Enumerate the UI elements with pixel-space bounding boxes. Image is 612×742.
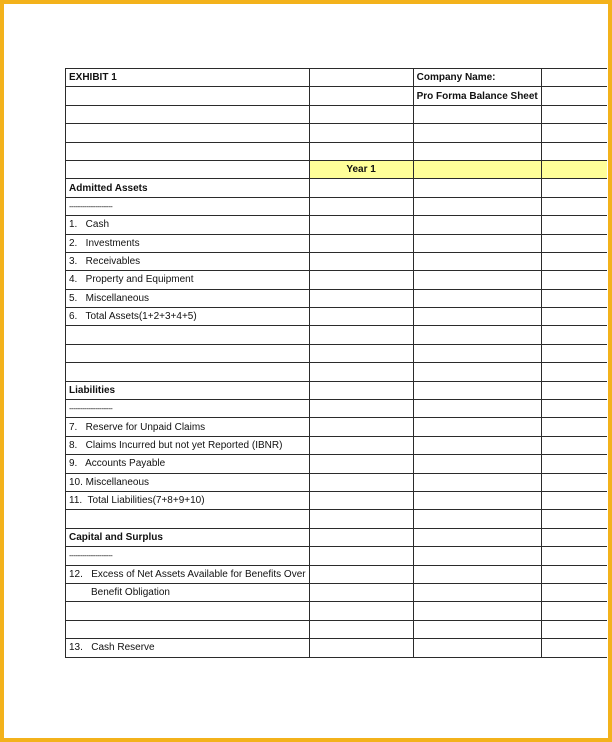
cell[interactable] [309,142,413,160]
table-row [66,602,608,620]
cell[interactable] [66,620,310,638]
cell[interactable] [541,363,607,381]
cell[interactable] [66,142,310,160]
cell[interactable] [541,216,607,234]
table-row [66,381,608,399]
cell[interactable] [541,234,607,252]
cell[interactable] [309,528,413,546]
row-label-benefit-obligation[interactable]: Benefit Obligation [66,583,310,601]
cell[interactable] [541,510,607,528]
cell[interactable] [413,436,541,454]
cell[interactable] [413,234,541,252]
cell[interactable] [413,547,541,565]
table-row [66,252,608,270]
table-row [66,400,608,418]
company-name-label[interactable]: Company Name: [413,69,541,87]
row-label-receivables[interactable]: 3. Receivables [66,252,310,270]
cell[interactable] [541,491,607,509]
cell[interactable] [309,418,413,436]
cell[interactable] [309,400,413,418]
row-label-total-liabilities[interactable]: 11. Total Liabilities(7+8+9+10) [66,491,310,509]
cell[interactable] [309,381,413,399]
cell[interactable] [66,160,310,178]
table-row [66,510,608,528]
table-row [66,344,608,362]
cell[interactable] [413,639,541,657]
separator-cell[interactable]: -------------------- [66,400,310,418]
cell[interactable] [541,528,607,546]
cell[interactable] [309,547,413,565]
cell[interactable] [309,308,413,326]
cell[interactable] [541,473,607,491]
table-row [66,583,608,601]
table-row [66,69,608,87]
cell[interactable] [413,400,541,418]
row-label-cash[interactable]: 1. Cash [66,216,310,234]
table-row [66,528,608,546]
cell[interactable] [413,528,541,546]
table-row [66,620,608,638]
year-3-header[interactable] [541,160,607,178]
table-row [66,455,608,473]
table-row [66,308,608,326]
table-row [66,418,608,436]
cell[interactable] [309,620,413,638]
year-2-header[interactable] [413,160,541,178]
table-row [66,124,608,142]
row-label-investments[interactable]: 2. Investments [66,234,310,252]
row-label-property[interactable]: 4. Property and Equipment [66,271,310,289]
cell[interactable] [309,510,413,528]
cell[interactable] [66,602,310,620]
cell[interactable] [309,363,413,381]
cell[interactable] [541,326,607,344]
table-row [66,160,608,178]
cell[interactable] [309,197,413,215]
cell[interactable] [541,418,607,436]
cell[interactable] [541,400,607,418]
row-label-total-assets[interactable]: 6. Total Assets(1+2+3+4+5) [66,308,310,326]
cell[interactable] [309,639,413,657]
cell[interactable] [413,271,541,289]
cell[interactable] [413,602,541,620]
year-1-header[interactable]: Year 1 [309,160,413,178]
cell[interactable] [413,105,541,123]
cell[interactable] [413,252,541,270]
cell[interactable] [309,491,413,509]
cell[interactable] [541,381,607,399]
cell[interactable] [541,179,607,197]
row-label-misc-assets[interactable]: 5. Miscellaneous [66,289,310,307]
cell[interactable] [541,289,607,307]
row-label-unpaid-claims[interactable]: 7. Reserve for Unpaid Claims [66,418,310,436]
cell[interactable] [413,197,541,215]
cell[interactable] [309,124,413,142]
table-row [66,491,608,509]
cell[interactable] [413,620,541,638]
cell[interactable] [309,473,413,491]
cell[interactable] [541,87,607,105]
cell[interactable] [541,620,607,638]
table-row [66,87,608,105]
cell[interactable] [413,326,541,344]
cell[interactable] [309,602,413,620]
liabilities-heading[interactable]: Liabilities [66,381,310,399]
table-row [66,234,608,252]
cell[interactable] [309,583,413,601]
admitted-assets-heading[interactable]: Admitted Assets [66,179,310,197]
cell[interactable] [541,344,607,362]
cell[interactable] [541,565,607,583]
table-row [66,547,608,565]
company-name-value[interactable] [541,69,607,87]
cell[interactable] [309,344,413,362]
cell[interactable] [309,455,413,473]
cell[interactable] [309,326,413,344]
cell[interactable] [309,271,413,289]
table-row [66,473,608,491]
separator-cell[interactable]: -------------------- [66,197,310,215]
cell[interactable] [309,179,413,197]
cell[interactable] [413,455,541,473]
capital-surplus-heading[interactable]: Capital and Surplus [66,528,310,546]
cell[interactable] [309,105,413,123]
cell[interactable] [66,326,310,344]
cell[interactable] [66,105,310,123]
cell[interactable] [66,124,310,142]
cell[interactable] [309,216,413,234]
table-row [66,363,608,381]
table-row [66,565,608,583]
cell[interactable] [309,69,413,87]
row-label-misc-liabilities[interactable]: 10. Miscellaneous [66,473,310,491]
table-row [66,639,608,657]
cell[interactable] [413,308,541,326]
table-row [66,326,608,344]
cell[interactable] [413,510,541,528]
cell[interactable] [413,179,541,197]
cell[interactable] [541,583,607,601]
table-row [66,289,608,307]
cell[interactable] [413,363,541,381]
cell[interactable] [309,436,413,454]
cell[interactable] [309,289,413,307]
cell[interactable] [413,473,541,491]
cell[interactable] [413,418,541,436]
row-label-cash-reserve[interactable]: 13. Cash Reserve [66,639,310,657]
exhibit-cell[interactable]: EXHIBIT 1 [66,69,310,87]
cell[interactable] [413,583,541,601]
cell[interactable] [413,124,541,142]
table-row [66,197,608,215]
cell[interactable] [541,197,607,215]
cell[interactable] [309,234,413,252]
cell[interactable] [541,308,607,326]
cell[interactable] [66,363,310,381]
cell[interactable] [541,271,607,289]
cell[interactable] [541,252,607,270]
cell[interactable] [413,381,541,399]
row-label-excess-net-assets[interactable]: 12. Excess of Net Assets Available for Benefits Over [66,565,310,583]
cell[interactable] [541,124,607,142]
cell[interactable] [66,344,310,362]
cell[interactable] [309,565,413,583]
table-row [66,105,608,123]
cell[interactable] [413,491,541,509]
cell[interactable] [66,510,310,528]
cell[interactable] [541,142,607,160]
separator-cell[interactable]: -------------------- [66,547,310,565]
row-label-ibnr[interactable]: 8. Claims Incurred but not yet Reported (IBNR) [66,436,310,454]
cell[interactable] [541,602,607,620]
cell[interactable] [541,436,607,454]
table-row [66,179,608,197]
cell[interactable] [309,252,413,270]
cell[interactable] [413,216,541,234]
cell[interactable] [541,639,607,657]
table-row [66,216,608,234]
cell[interactable] [309,87,413,105]
table-row [66,271,608,289]
balance-sheet-table [65,68,607,658]
table-row [66,436,608,454]
cell[interactable] [413,289,541,307]
table-row [66,142,608,160]
cell[interactable] [541,547,607,565]
cell[interactable] [413,344,541,362]
cell[interactable] [413,142,541,160]
row-label-accounts-payable[interactable]: 9. Accounts Payable [66,455,310,473]
cell[interactable] [66,87,310,105]
sheet-title-cell[interactable]: Pro Forma Balance Sheet [413,87,541,105]
cell[interactable] [541,455,607,473]
cell[interactable] [541,105,607,123]
cell[interactable] [413,565,541,583]
